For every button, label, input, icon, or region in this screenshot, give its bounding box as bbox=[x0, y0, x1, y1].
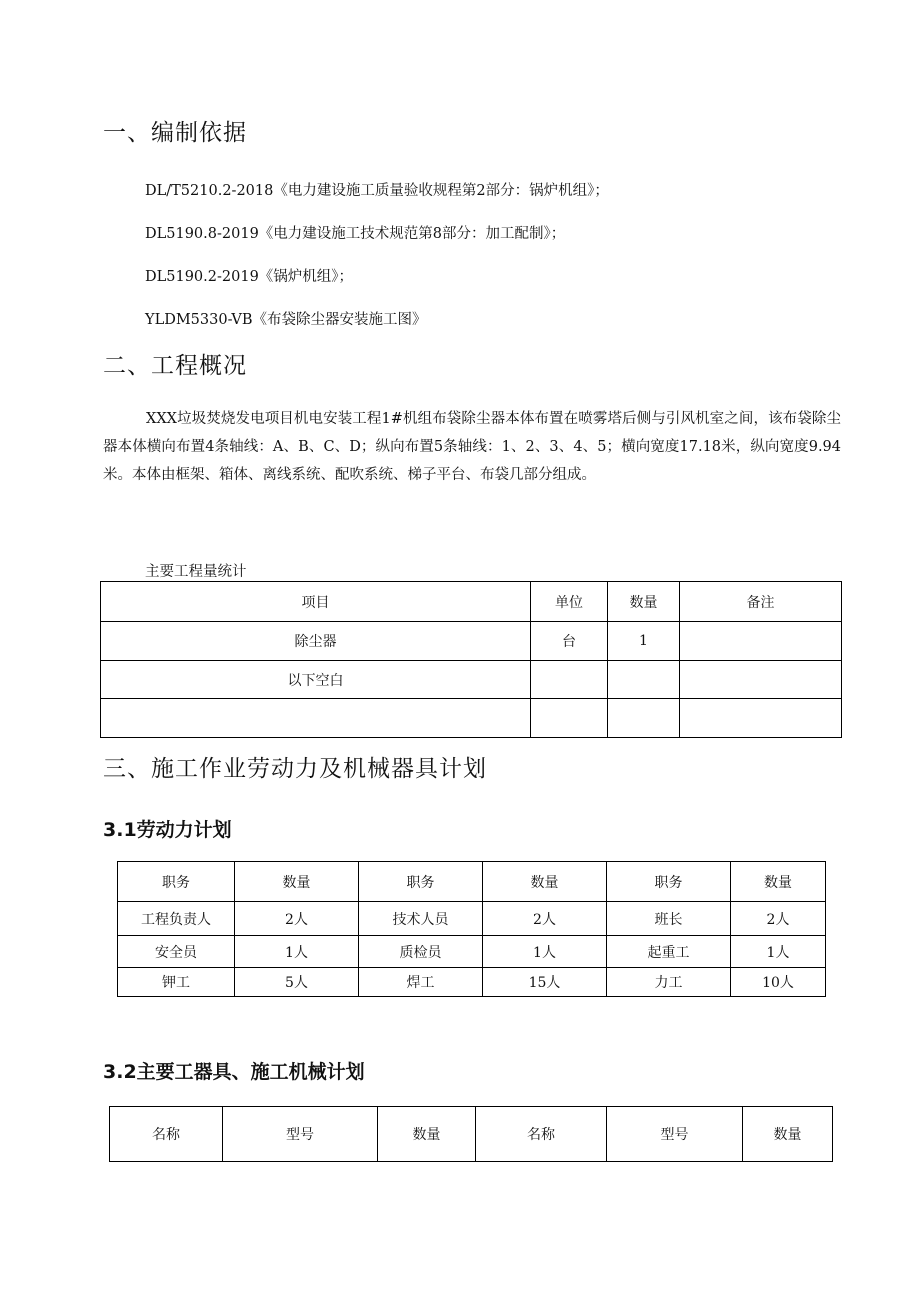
reference-item: DL5190.8-2019《电力建设施工技术规范第8部分：加工配制》； bbox=[145, 226, 566, 242]
reference-item: DL5190.2-2019《锅炉机组》； bbox=[145, 269, 354, 285]
table-cell: 起重工 bbox=[607, 936, 731, 968]
table-cell: 10人 bbox=[731, 968, 826, 997]
header-cell: 数量 bbox=[378, 1107, 476, 1162]
table-cell: 5人 bbox=[235, 968, 359, 997]
header-cell: 数量 bbox=[743, 1107, 833, 1162]
equipment-table bbox=[109, 1106, 833, 1162]
reference-item: YLDM5330-VB《布袋除尘器安装施工图》 bbox=[145, 312, 427, 328]
table-header-row bbox=[110, 1107, 833, 1162]
table-cell: 2人 bbox=[235, 902, 359, 936]
table-cell bbox=[680, 661, 842, 699]
table-cell: 班长 bbox=[607, 902, 731, 936]
header-cell: 项目 bbox=[101, 582, 531, 622]
table-row bbox=[101, 699, 842, 738]
header-cell: 数量 bbox=[608, 582, 680, 622]
table-cell: 以下空白 bbox=[101, 661, 531, 699]
table-header-row bbox=[118, 862, 826, 902]
table-row bbox=[101, 661, 842, 699]
table-row bbox=[101, 622, 842, 661]
table-cell: 台 bbox=[531, 622, 608, 661]
table-cell: 1人 bbox=[483, 936, 607, 968]
table-cell bbox=[608, 661, 680, 699]
header-cell: 名称 bbox=[110, 1107, 223, 1162]
table-cell: 安全员 bbox=[118, 936, 235, 968]
header-cell: 型号 bbox=[607, 1107, 743, 1162]
table-cell bbox=[608, 699, 680, 738]
table-cell: 钾工 bbox=[118, 968, 235, 997]
table-cell: 质检员 bbox=[359, 936, 483, 968]
table-caption: 主要工程量统计 bbox=[145, 564, 247, 580]
header-cell: 数量 bbox=[731, 862, 826, 902]
table-row bbox=[118, 968, 826, 997]
table-header-row bbox=[101, 582, 842, 622]
table-cell: 工程负责人 bbox=[118, 902, 235, 936]
table-cell bbox=[531, 699, 608, 738]
table-cell: 1人 bbox=[731, 936, 826, 968]
table-cell: 技术人员 bbox=[359, 902, 483, 936]
table-cell: 焊工 bbox=[359, 968, 483, 997]
table-cell bbox=[680, 699, 842, 738]
header-cell: 职务 bbox=[607, 862, 731, 902]
header-cell: 型号 bbox=[223, 1107, 378, 1162]
subsection-title-labor: 3.1劳动力计划 bbox=[103, 819, 232, 841]
header-cell: 备注 bbox=[680, 582, 842, 622]
header-cell: 数量 bbox=[483, 862, 607, 902]
table-cell: 除尘器 bbox=[101, 622, 531, 661]
labor-table bbox=[117, 861, 826, 997]
header-cell: 职务 bbox=[359, 862, 483, 902]
table-cell: 1 bbox=[608, 622, 680, 661]
section-title-basis: 一、编制依据 bbox=[103, 120, 247, 146]
header-cell: 单位 bbox=[531, 582, 608, 622]
table-cell: 力工 bbox=[607, 968, 731, 997]
header-cell: 数量 bbox=[235, 862, 359, 902]
quantity-table bbox=[100, 581, 842, 738]
header-cell: 职务 bbox=[118, 862, 235, 902]
header-cell: 名称 bbox=[476, 1107, 607, 1162]
table-cell bbox=[680, 622, 842, 661]
table-row bbox=[118, 902, 826, 936]
table-cell bbox=[101, 699, 531, 738]
table-cell: 15人 bbox=[483, 968, 607, 997]
subsection-title-equipment: 3.2主要工器具、施工机械计划 bbox=[103, 1061, 365, 1083]
table-row bbox=[118, 936, 826, 968]
section-title-overview: 二、工程概况 bbox=[103, 353, 247, 379]
section-title-plan: 三、施工作业劳动力及机械器具计划 bbox=[103, 756, 487, 782]
reference-item: DL/T5210.2-2018《电力建设施工质量验收规程第2部分：锅炉机组》； bbox=[145, 183, 609, 199]
table-cell: 2人 bbox=[483, 902, 607, 936]
table-cell: 2人 bbox=[731, 902, 826, 936]
table-cell: 1人 bbox=[235, 936, 359, 968]
table-cell bbox=[531, 661, 608, 699]
overview-paragraph: XXX垃圾焚烧发电项目机电安装工程1#机组布袋除尘器本体布置在喷雾塔后侧与引风机室之间，该布袋除尘器本体横向布置4条轴线：A、B、C、D；纵向布置5条轴线：1、2、3、4、5；横向宽度17.18米，纵向宽度9.94米。本体由框架、箱体、离线系统、配吹系统、梯子平台、布袋几部分组成。 bbox=[103, 411, 841, 483]
